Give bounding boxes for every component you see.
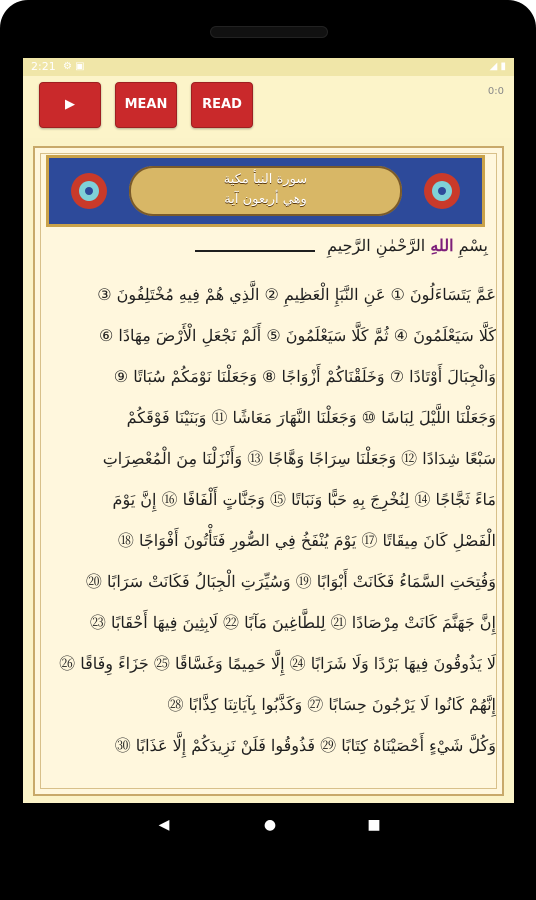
bismillah-text xyxy=(327,236,488,255)
ayah-lines xyxy=(45,274,496,766)
system-nav-bar xyxy=(0,804,536,900)
bismillah xyxy=(45,232,496,264)
ayah-line[interactable]: وَفُتِحَتِ السَّمَاءُ فَكَانَتْ أَبْوَابًا ⑲ وَسُيِّرَتِ الْجِبَالُ فَكَانَتْ سَرَابًا ⑳ xyxy=(85,572,496,591)
toolbar xyxy=(23,76,514,138)
status-bar xyxy=(23,58,514,76)
ayah-line[interactable]: سَبْعًا شِدَادًا ⑫ وَجَعَلْنَا سِرَاجًا وَهَّاجًا ⑬ وَأَنْزَلْنَا مِنَ الْمُعْصِرَاتِ xyxy=(102,449,496,468)
back-icon[interactable]: ◀ xyxy=(158,817,170,833)
mean-button[interactable]: MEAN xyxy=(115,82,177,128)
ayah-line[interactable]: الْفَصْلِ كَانَ مِيقَاتًا ⑰ يَوْمَ يُنْفَخُ فِي الصُّورِ فَتَأْتُونَ أَفْوَاجًا ⑱ xyxy=(117,531,496,550)
surah-title-cartouche xyxy=(129,166,402,216)
ayah-line[interactable]: وَالْجِبَالَ أَوْتَادًا ⑦ وَخَلَقْنَاكُمْ أَزْوَاجًا ⑧ وَجَعَلْنَا نَوْمَكُمْ سُبَاتًا ⑨ xyxy=(113,367,496,386)
recent-apps-icon[interactable]: ■ xyxy=(367,817,381,833)
bismillah-allah: اللهِ xyxy=(430,236,454,255)
playback-timer: 0:0 xyxy=(487,86,504,97)
ayah-line[interactable]: عَمَّ يَتَسَاءَلُونَ ① عَنِ النَّبَإِ الْعَظِيمِ ② الَّذِي هُمْ فِيهِ مُخْتَلِفُونَ ③ xyxy=(97,285,496,304)
surah-title: سورة النبأ مكية xyxy=(223,172,308,187)
ayah-line[interactable]: لَا يَذُوقُونَ فِيهَا بَرْدًا وَلَا شَرَابًا ㉔ إِلَّا حَمِيمًا وَغَسَّاقًا ㉕ جَزَاءً وِفَاقًا ㉖ xyxy=(59,654,496,673)
ornament-left-icon xyxy=(59,166,119,216)
bismillah-rest: الرَّحْمٰنِ الرَّحِيمِ xyxy=(327,236,426,255)
ayah-line[interactable]: إِنَّهُمْ كَانُوا لَا يَرْجُونَ حِسَابًا ㉗ وَكَذَّبُوا بِآيَاتِنَا كِذَّابًا ㉘ xyxy=(167,695,496,714)
home-icon[interactable]: ● xyxy=(263,817,277,833)
ayah-line[interactable]: إِنَّ جَهَنَّمَ كَانَتْ مِرْصَادًا ㉑ لِلطَّاغِينَ مَآبًا ㉒ لَابِثِينَ فِيهَا أَحْقَابًا ㉓ xyxy=(89,613,496,632)
status-icons: ⚙ ▣ xyxy=(63,61,85,72)
ornament-right-icon xyxy=(412,166,472,216)
surah-ayah-count: وهي أربعون آية xyxy=(224,192,307,207)
quran-page xyxy=(33,146,504,796)
bismillah-flourish xyxy=(195,250,315,252)
bismillah-prefix: بِسْمِ xyxy=(458,236,488,255)
screen xyxy=(23,58,514,803)
ayah-line[interactable]: كَلَّا سَيَعْلَمُونَ ④ ثُمَّ كَلَّا سَيَعْلَمُونَ ⑤ أَلَمْ نَجْعَلِ الْأَرْضَ مِهَادًا ⑥ xyxy=(98,326,496,345)
surah-header xyxy=(46,155,485,227)
read-button[interactable]: READ xyxy=(191,82,253,128)
status-time: 2:21 xyxy=(31,60,56,73)
status-right-icons: ◢ ▮ xyxy=(489,61,506,72)
speaker-grille xyxy=(210,26,328,38)
ayah-line[interactable]: مَاءً ثَجَّاجًا ⑭ لِنُخْرِجَ بِهِ حَبًّا وَنَبَاتًا ⑮ وَجَنَّاتٍ أَلْفَافًا ⑯ إِنَّ يَوْمَ xyxy=(112,490,496,509)
play-button[interactable] xyxy=(39,82,101,128)
ayah-line[interactable]: وَجَعَلْنَا اللَّيْلَ لِبَاسًا ⑩ وَجَعَلْنَا النَّهَارَ مَعَاشًا ⑪ وَبَنَيْنَا فَوْقَكُمْ xyxy=(126,408,496,427)
play-icon: ▶ xyxy=(65,97,75,112)
ayah-line[interactable]: وَكُلَّ شَيْءٍ أَحْصَيْنَاهُ كِتَابًا ㉙ فَذُوقُوا فَلَنْ نَزِيدَكُمْ إِلَّا عَذَابًا ㉚ xyxy=(114,736,496,755)
